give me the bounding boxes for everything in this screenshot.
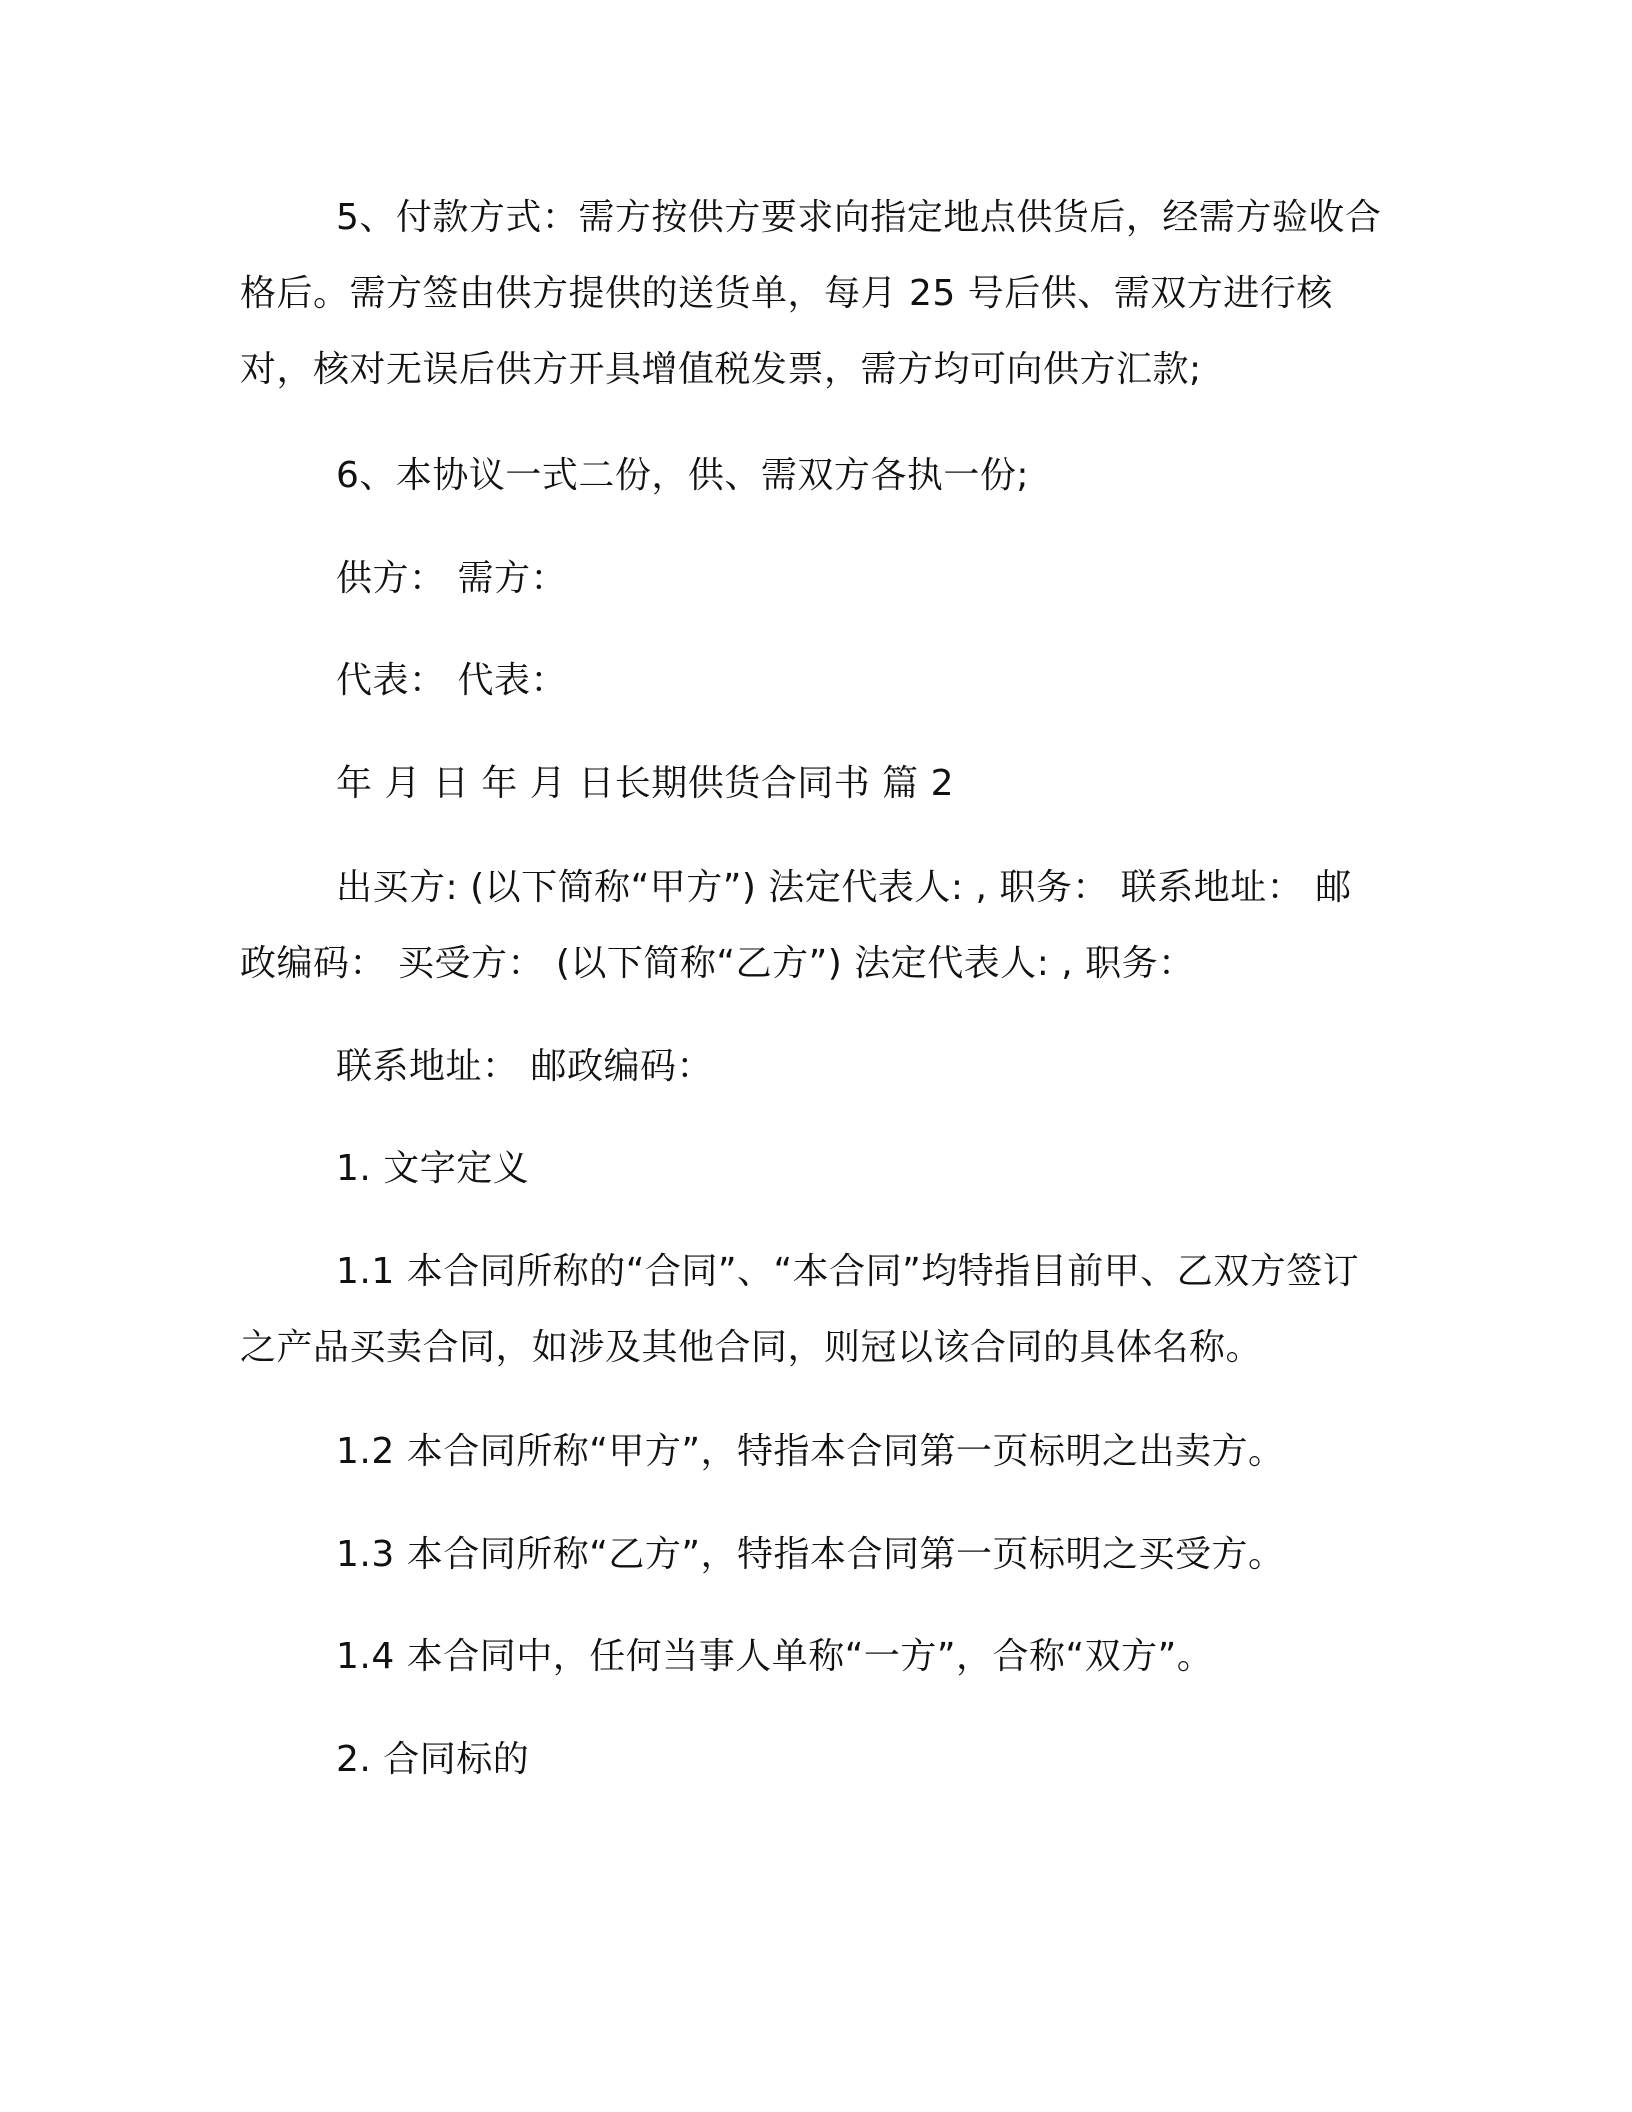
clause-1-2: 1.2 本合同所称“甲方”，特指本合同第一页标明之出卖方。 [336, 1431, 1285, 1472]
supplier-demander-line: 供方： 需方： [336, 558, 567, 599]
parties-info-paragraph: 出买方: (以下简称“甲方”) 法定代表人: , 职务： 联系地址： 邮政编码： 买受方： (以下简称“乙方”) 法定代表人: , 职务： [240, 867, 1352, 984]
section-heading-subject-matter: 2. 合同标的 [336, 1739, 530, 1780]
representative-line: 代表： 代表： [336, 660, 567, 701]
copies-clause-paragraph: 6、本协议一式二份，供、需双方各执一份; [336, 455, 1030, 496]
date-and-section-title-line: 年 月 日 年 月 日长期供货合同书 篇 2 [336, 763, 955, 804]
contact-address-line: 联系地址： 邮政编码： [336, 1046, 713, 1087]
clause-1-1: 1.1 本合同所称的“合同”、“本合同”均特指目前甲、乙双方签订之产品买卖合同，如涉及其他合同，则冠以该合同的具体名称。 [240, 1251, 1360, 1368]
clause-1-4: 1.4 本合同中，任何当事人单称“一方”，合称“双方”。 [336, 1636, 1214, 1677]
clause-1-3: 1.3 本合同所称“乙方”，特指本合同第一页标明之买受方。 [336, 1534, 1285, 1575]
section-heading-definitions: 1. 文字定义 [336, 1148, 530, 1189]
payment-terms-paragraph: 5、付款方式：需方按供方要求向指定地点供货后，经需方验收合格后。需方签由供方提供的送货单，每月 25 号后供、需双方进行核对，核对无误后供方开具增值税发票，需方均可向供方汇款; [240, 197, 1382, 390]
